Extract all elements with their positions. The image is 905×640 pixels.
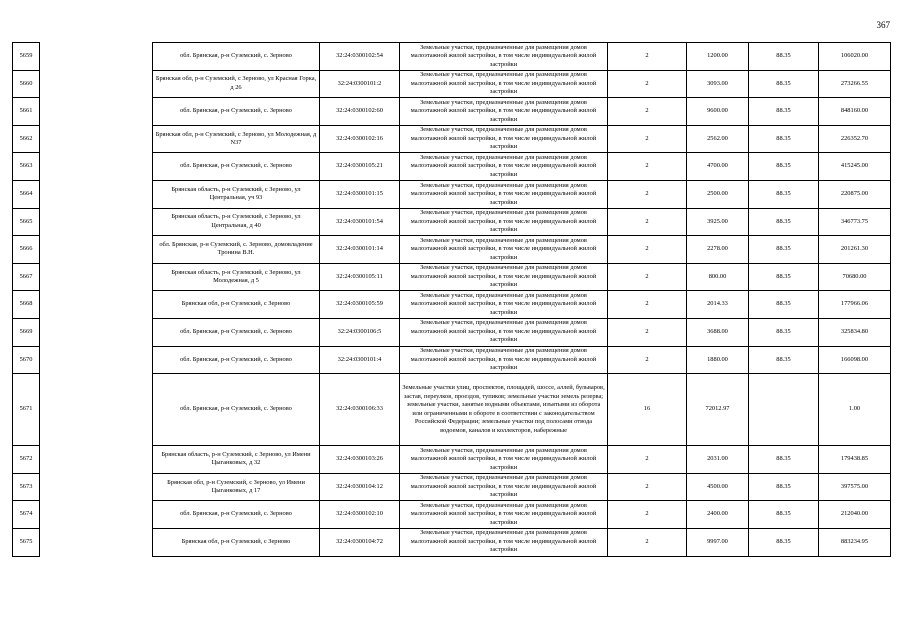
cell-rate: 88.35 — [749, 180, 819, 208]
cell-area: 4700.00 — [687, 153, 749, 181]
cell-empty — [40, 153, 153, 181]
cell-cadastral: 32:24:0300101:4 — [320, 346, 400, 374]
cell-group: 16 — [608, 374, 687, 446]
cell-value: 212040.00 — [819, 501, 891, 529]
cell-group: 2 — [608, 346, 687, 374]
cell-rate: 88.35 — [749, 528, 819, 556]
cell-num: 5661 — [13, 98, 40, 126]
cell-group: 2 — [608, 528, 687, 556]
cell-use: Земельные участки, предназначенные для размещения домов малоэтажной жилой застройки, в том числе индивидуальной жилой застройки — [400, 153, 608, 181]
cell-num: 5659 — [13, 43, 40, 71]
table-row — [13, 501, 891, 529]
cell-empty — [40, 180, 153, 208]
cell-empty — [40, 501, 153, 529]
cell-num: 5674 — [13, 501, 40, 529]
cell-empty — [40, 263, 153, 291]
table-row — [13, 374, 891, 446]
cell-use: Земельные участки, предназначенные для размещения домов малоэтажной жилой застройки, в том числе индивидуальной жилой застройки — [400, 125, 608, 153]
cell-num: 5663 — [13, 153, 40, 181]
cell-group: 2 — [608, 446, 687, 474]
cell-num: 5675 — [13, 528, 40, 556]
cell-empty — [40, 446, 153, 474]
table-row — [13, 43, 891, 71]
cell-rate: 88.35 — [749, 70, 819, 98]
cell-use: Земельные участки, предназначенные для размещения домов малоэтажной жилой застройки, в том числе индивидуальной жилой застройки — [400, 180, 608, 208]
table-row — [13, 153, 891, 181]
cell-area: 1880.00 — [687, 346, 749, 374]
cell-num: 5672 — [13, 446, 40, 474]
cell-value: 273266.55 — [819, 70, 891, 98]
cell-cadastral: 32:24:0300101:14 — [320, 236, 400, 264]
cell-empty — [40, 208, 153, 236]
cell-address: Брянская область, р-н Суземский, с Зерново, ул Молодежная, д 5 — [153, 263, 320, 291]
cell-rate: 88.35 — [749, 446, 819, 474]
cell-cadastral: 32:24:0300102:60 — [320, 98, 400, 126]
cell-empty — [40, 236, 153, 264]
page-number: 367 — [876, 20, 890, 30]
cell-area: 4500.00 — [687, 473, 749, 501]
cell-cadastral: 32:24:0300102:54 — [320, 43, 400, 71]
cell-num: 5665 — [13, 208, 40, 236]
table-row — [13, 528, 891, 556]
cell-address: Брянская обл, р-н Суземский, с Зерново — [153, 528, 320, 556]
cell-rate: 88.35 — [749, 98, 819, 126]
cell-area: 2500.00 — [687, 180, 749, 208]
cell-use: Земельные участки, предназначенные для размещения домов малоэтажной жилой застройки, в том числе индивидуальной жилой застройки — [400, 236, 608, 264]
cell-num: 5671 — [13, 374, 40, 446]
cell-rate: 88.35 — [749, 153, 819, 181]
cell-empty — [40, 43, 153, 71]
cell-num: 5666 — [13, 236, 40, 264]
cell-cadastral: 32:24:0300106:33 — [320, 374, 400, 446]
cell-address: обл. Брянская, р-н Суземский, с. Зерново — [153, 43, 320, 71]
cell-area: 1200.00 — [687, 43, 749, 71]
cell-cadastral: 32:24:0300104:12 — [320, 473, 400, 501]
cell-use: Земельные участки, предназначенные для размещения домов малоэтажной жилой застройки, в том числе индивидуальной жилой застройки — [400, 263, 608, 291]
cell-rate: 88.35 — [749, 473, 819, 501]
cell-rate: 88.35 — [749, 236, 819, 264]
cell-value: 346773.75 — [819, 208, 891, 236]
cell-group: 2 — [608, 236, 687, 264]
cell-value: 325834.80 — [819, 318, 891, 346]
cell-value: 226352.70 — [819, 125, 891, 153]
table-row — [13, 236, 891, 264]
cell-address: Брянская область, р-н Суземский, с Зерново, ул Центральная, д 40 — [153, 208, 320, 236]
cell-rate: 88.35 — [749, 318, 819, 346]
cell-empty — [40, 70, 153, 98]
cell-use: Земельные участки, предназначенные для размещения домов малоэтажной жилой застройки, в том числе индивидуальной жилой застройки — [400, 70, 608, 98]
cell-rate: 88.35 — [749, 346, 819, 374]
cell-group: 2 — [608, 70, 687, 98]
cell-address: обл. Брянская, р-н Суземский, с. Зерново — [153, 318, 320, 346]
table-row — [13, 346, 891, 374]
cell-empty — [40, 473, 153, 501]
cell-cadastral: 32:24:0300103:26 — [320, 446, 400, 474]
cell-cadastral: 32:24:0300104:72 — [320, 528, 400, 556]
cell-area: 72012.97 — [687, 374, 749, 446]
cell-value: 883234.95 — [819, 528, 891, 556]
cell-group: 2 — [608, 98, 687, 126]
cell-rate: 88.35 — [749, 208, 819, 236]
cell-rate: 88.35 — [749, 291, 819, 319]
cell-group: 2 — [608, 153, 687, 181]
cell-address: обл. Брянская, р-н Суземский, с. Зерново — [153, 153, 320, 181]
cell-address: Брянская область, р-н Суземский, с Зерново, ул Имени Цыганковых, д 32 — [153, 446, 320, 474]
cell-cadastral: 32:24:0300105:59 — [320, 291, 400, 319]
cell-num: 5670 — [13, 346, 40, 374]
cell-rate: 88.35 — [749, 501, 819, 529]
cell-cadastral: 32:24:0300102:16 — [320, 125, 400, 153]
cell-cadastral: 32:24:0300102:10 — [320, 501, 400, 529]
cell-empty — [40, 528, 153, 556]
cell-use: Земельные участки, предназначенные для размещения домов малоэтажной жилой застройки, в том числе индивидуальной жилой застройки — [400, 291, 608, 319]
cell-rate: 88.35 — [749, 125, 819, 153]
cell-value: 70680.00 — [819, 263, 891, 291]
cell-address: обл. Брянская, р-н Суземский, с. Зерново — [153, 374, 320, 446]
table-row — [13, 125, 891, 153]
table-row — [13, 180, 891, 208]
cell-num: 5664 — [13, 180, 40, 208]
cell-group: 2 — [608, 125, 687, 153]
cell-use: Земельные участки, предназначенные для размещения домов малоэтажной жилой застройки, в том числе индивидуальной жилой застройки — [400, 208, 608, 236]
cell-area: 800.00 — [687, 263, 749, 291]
cell-use: Земельные участки, предназначенные для размещения домов малоэтажной жилой застройки, в том числе индивидуальной жилой застройки — [400, 98, 608, 126]
cell-group: 2 — [608, 208, 687, 236]
cell-group: 2 — [608, 263, 687, 291]
cell-use: Земельные участки, предназначенные для размещения домов малоэтажной жилой застройки, в том числе индивидуальной жилой застройки — [400, 501, 608, 529]
cell-value: 1.00 — [819, 374, 891, 446]
cell-use: Земельные участки, предназначенные для размещения домов малоэтажной жилой застройки, в том числе индивидуальной жилой застройки — [400, 318, 608, 346]
cell-empty — [40, 346, 153, 374]
cell-group: 2 — [608, 180, 687, 208]
cell-empty — [40, 98, 153, 126]
cell-address: Брянская область, р-н Суземский, с Зерново, ул Центральная, уч 93 — [153, 180, 320, 208]
cell-area: 2400.00 — [687, 501, 749, 529]
cadastral-table — [12, 42, 891, 557]
cell-num: 5668 — [13, 291, 40, 319]
cell-num: 5667 — [13, 263, 40, 291]
cell-address: Брянская обл, р-н Суземский, с Зерново, ул Имени Цыганковых, д 17 — [153, 473, 320, 501]
cell-use: Земельные участки, предназначенные для размещения домов малоэтажной жилой застройки, в том числе индивидуальной жилой застройки — [400, 473, 608, 501]
cell-area: 9600.00 — [687, 98, 749, 126]
table-row — [13, 291, 891, 319]
cell-rate — [749, 374, 819, 446]
cell-group: 2 — [608, 501, 687, 529]
cell-use: Земельные участки, предназначенные для размещения домов малоэтажной жилой застройки, в том числе индивидуальной жилой застройки — [400, 446, 608, 474]
cell-cadastral: 32:24:0300105:21 — [320, 153, 400, 181]
cell-value: 848160.00 — [819, 98, 891, 126]
cell-rate: 88.35 — [749, 263, 819, 291]
table-row — [13, 208, 891, 236]
cell-cadastral: 32:24:0300101:15 — [320, 180, 400, 208]
cell-address: Брянская обл, р-н Суземский, с Зерново, ул Красная Горка, д 26 — [153, 70, 320, 98]
table-row — [13, 318, 891, 346]
cell-value: 177966.06 — [819, 291, 891, 319]
cell-value: 415245.00 — [819, 153, 891, 181]
cell-cadastral: 32:24:0300101:54 — [320, 208, 400, 236]
cell-address: Брянская обл, р-н Суземский, с Зерново, ул Молодежная, д N37 — [153, 125, 320, 153]
cell-area: 2031.00 — [687, 446, 749, 474]
cell-cadastral: 32:24:0300106:5 — [320, 318, 400, 346]
cell-use: Земельные участки, предназначенные для размещения домов малоэтажной жилой застройки, в том числе индивидуальной жилой застройки — [400, 528, 608, 556]
cell-num: 5662 — [13, 125, 40, 153]
cell-value: 106020.00 — [819, 43, 891, 71]
table-row — [13, 446, 891, 474]
cell-group: 2 — [608, 43, 687, 71]
cell-empty — [40, 374, 153, 446]
cell-empty — [40, 318, 153, 346]
cell-address: Брянская обл, р-н Суземский, с Зерново — [153, 291, 320, 319]
cell-num: 5673 — [13, 473, 40, 501]
cell-group: 2 — [608, 318, 687, 346]
cell-value: 201261.30 — [819, 236, 891, 264]
cell-num: 5669 — [13, 318, 40, 346]
cell-area: 3688.00 — [687, 318, 749, 346]
cell-empty — [40, 291, 153, 319]
cell-use: Земельные участки улиц, проспектов, площадей, шоссе, аллей, бульваров, застав, переулков, проездов, тупиков; земельные участки земель резерва; земельные участки, занятые водными объектами, изъятыми из оборота или ограниченными в обороте в соответствии с законодательством Российской Федерации; земельные участки под полосами отвода водоемов, каналов и коллекторов, набережные — [400, 374, 608, 446]
cell-value: 179438.85 — [819, 446, 891, 474]
cell-value: 166098.00 — [819, 346, 891, 374]
cell-address: обл. Брянская, р-н Суземский, с. Зерново, домовладение Тронина В.Н. — [153, 236, 320, 264]
cell-use: Земельные участки, предназначенные для размещения домов малоэтажной жилой застройки, в том числе индивидуальной жилой застройки — [400, 346, 608, 374]
table-row — [13, 70, 891, 98]
cell-address: обл. Брянская, р-н Суземский, с. Зерново — [153, 346, 320, 374]
cell-group: 2 — [608, 291, 687, 319]
cell-area: 2014.33 — [687, 291, 749, 319]
cell-use: Земельные участки, предназначенные для размещения домов малоэтажной жилой застройки, в том числе индивидуальной жилой застройки — [400, 43, 608, 71]
cell-value: 397575.00 — [819, 473, 891, 501]
cell-empty — [40, 125, 153, 153]
table-row — [13, 98, 891, 126]
cell-cadastral: 32:24:0300105:11 — [320, 263, 400, 291]
cell-area: 2562.00 — [687, 125, 749, 153]
cell-area: 9997.00 — [687, 528, 749, 556]
cell-address: обл. Брянская, р-н Суземский, с. Зерново — [153, 98, 320, 126]
table-row — [13, 473, 891, 501]
cell-area: 3093.00 — [687, 70, 749, 98]
cell-num: 5660 — [13, 70, 40, 98]
cell-area: 3925.00 — [687, 208, 749, 236]
table-row — [13, 263, 891, 291]
cell-area: 2278.00 — [687, 236, 749, 264]
cell-rate: 88.35 — [749, 43, 819, 71]
cell-group: 2 — [608, 473, 687, 501]
cell-cadastral: 32:24:0300101:2 — [320, 70, 400, 98]
cell-value: 220875.00 — [819, 180, 891, 208]
cell-address: обл. Брянская, р-н Суземский, с. Зерново — [153, 501, 320, 529]
